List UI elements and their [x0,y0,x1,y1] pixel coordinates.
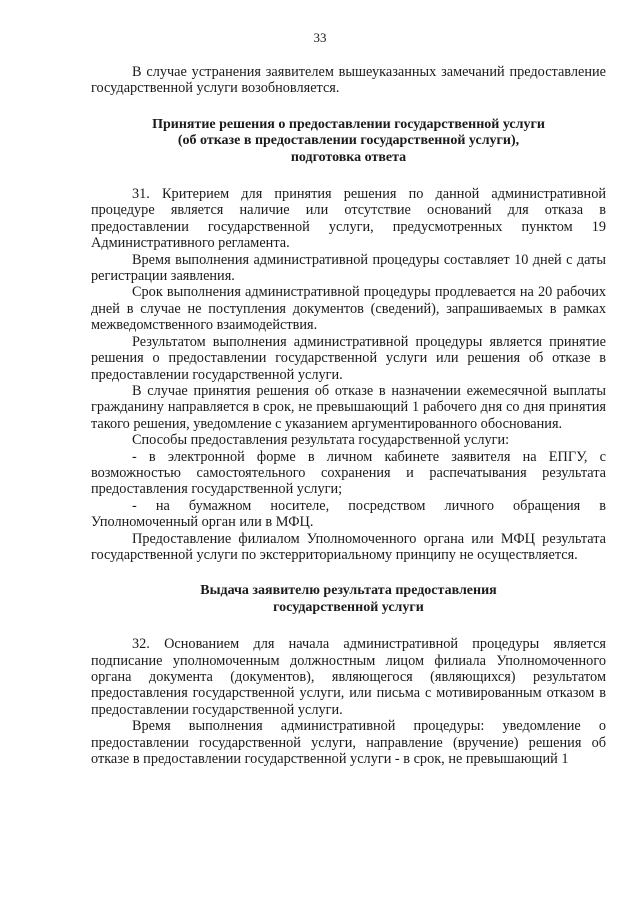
section-heading-decision-line-3: подготовка ответа [290,149,407,165]
paragraph-result: Результатом выполнения административной процедуры является принятие решения о предоставлении государственной услуги или решения об отказе в предоставлении государственной услуги. [91,333,606,383]
paragraph-extraterritorial: Предоставление филиалом Уполномоченного органа или МФЦ результата государственной услуги по экстерриториальному принципу не осуществляется. [91,530,606,563]
document-body [91,64,606,767]
page-number: 33 [313,30,327,45]
paragraph-extend: Срок выполнения административной процедуры продлевается на 20 рабочих дней в случае не поступления документов (сведений), запрашиваемых в рамках межведомственного взаимодействия. [91,284,606,334]
paragraph-method-paper: - на бумажном носителе, посредством личного обращения в Уполномоченный орган или в МФЦ. [91,497,606,531]
section-heading-decision-line-2: (об отказе в предоставлении государственной услуги), [177,133,520,149]
paragraph-method-electronic: - в электронной форме в личном кабинете заявителя на ЕПГУ, с возможностью самостоятельного сохранения и распечатывания результата предоставления государственной услуги; [91,448,606,498]
paragraph-methods: Способы предоставления результата государственной услуги: [132,432,510,449]
paragraph-time-issue: Время выполнения административной процедуры: уведомление о предоставлении государственной услуги, направление (вручение) решения об отказе в предоставлении государственной услуги - в срок, не превышающий 1 [91,718,606,768]
paragraph-time: Время выполнения административной процедуры составляет 10 дней с даты регистрации заявления. [91,251,606,285]
paragraph-intro: В случае устранения заявителем вышеуказанных замечаний предоставление государственной услуги возобновляется. [91,64,606,97]
section-heading-issue-line-1: Выдача заявителю результата предоставления [200,583,497,599]
paragraph-refusal: В случае принятия решения об отказе в назначении ежемесячной выплаты гражданину направляется в срок, не превышающий 1 рабочего дня со дня принятия такого решения, уведомление с указанием аргументированного обоснования. [91,382,606,432]
paragraph-31: 31. Критерием для принятия решения по данной административной процедуре является наличие или отсутствие оснований для отказа в предоставлении государственной услуги, предусмотренных пунктом 19 Административного регламента. [91,186,606,252]
paragraph-32: 32. Основанием для начала административной процедуры является подписание уполномоченным должностным лицом филиала Уполномоченного органа документа (документов), являющегося (являющихся) результатом предоставления государственной услуги, или письма с мотивированным отказом в предоставлении государственной услуги. [91,636,606,718]
section-heading-decision-line-1: Принятие решения о предоставлении государственной услуги [152,116,545,132]
section-heading-issue-line-2: государственной услуги [273,599,424,615]
